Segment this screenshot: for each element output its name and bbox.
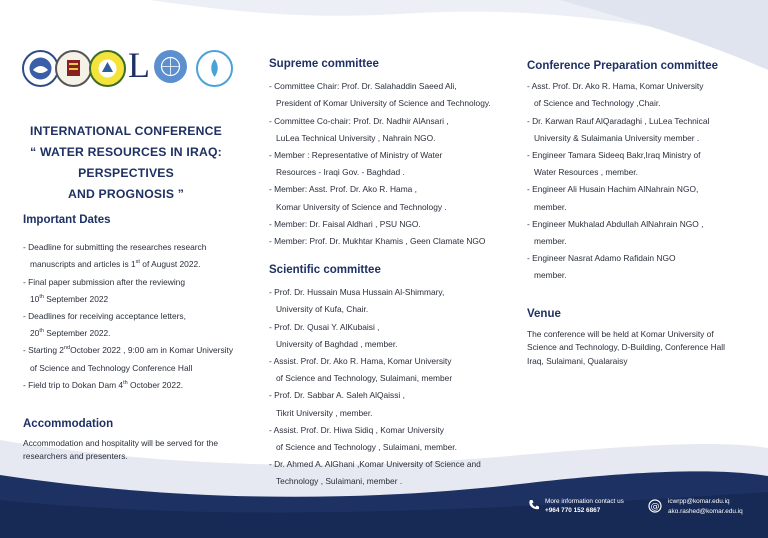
accommodation-heading: Accommodation [23,418,114,430]
committee-line: of Science and Technology ,Chair. [534,98,661,109]
university-seal-logo [22,50,59,87]
committee-line: - Prof. Dr. Qusai Y. AlKubaisi , [269,321,380,332]
email-at-icon [648,499,662,513]
venue-section [527,308,762,368]
water-organization-logo [196,50,233,87]
preparation-committee-heading: Conference Preparation committee [527,60,719,72]
committee-line: - Assist. Prof. Dr. Ako R. Hama, Komar University [269,356,452,367]
committee-line: - Prof. Dr. Sabbar A. Saleh AlQaissi , [269,390,405,401]
committee-line: - Member: Asst. Prof. Dr. Ako R. Hama , [269,184,417,195]
committee-line: Komar University of Science and Technology . [276,201,447,212]
email-contact [648,497,766,519]
committee-line: - Dr. Karwan Rauf AlQaradaghi , LuLea Technical [527,115,710,126]
committee-line: member. [534,270,567,281]
venue-text-line: Science and Technology, D-Building, Conference Hall [527,342,726,352]
ngo-emblem-logo [89,50,126,87]
committee-line: - Member: Prof. Dr. Mukhtar Khamis , Geen Clamate NGO [269,236,486,247]
committee-line: Resources - Iraqi Gov. - Baghdad . [276,167,405,178]
phone-label: More information contact us [545,498,624,505]
title-line-3: AND PROGNOSIS ” [67,187,185,201]
institution-crest-logo [55,50,92,87]
committee-line: member. [534,201,567,212]
conference-title [0,121,252,205]
preparation-committee-section [527,58,762,285]
phone-icon [528,499,540,511]
partner-logos [22,45,236,88]
committee-line: President of Komar University of Science and Technology. [276,98,491,109]
committee-line: - Committee Co-chair: Prof. Dr. Nadhir AlAnsari , [269,115,449,126]
venue-heading: Venue [527,308,561,320]
scientific-committee-heading: Scientific committee [269,264,381,276]
committee-line: LuLea Technical University , Nahrain NGO. [276,132,436,143]
committee-line: University & Sulaimania University member . [534,132,700,143]
committee-line: - Member : Representative of Ministry of Water [269,150,443,161]
committee-line: - Committee Chair: Prof. Dr. Salahaddin Saeed Ali, [269,81,457,92]
date-item: - Final paper submission after the reviewing 10th September 2022 [23,276,185,304]
committee-line: - Engineer Ali Husain Hachim AlNahrain NGO, [527,184,699,195]
committee-line: University of Baghdad , member. [276,338,398,349]
venue-text-line: The conference will be held at Komar University of [527,328,714,339]
committee-line: Technology , Sulaimani, member . [276,476,403,487]
accommodation-text-line: Accommodation and hospitality will be served for the [23,438,219,448]
supreme-committee-section [269,56,519,250]
title-line-1: INTERNATIONAL CONFERENCE [30,124,222,138]
date-item: - Field trip to Dokan Dam 4th October 2022. [23,379,184,390]
committee-line: Water Resources , member. [534,167,638,178]
committee-line: of Science and Technology, Sulaimani, member [276,373,453,384]
title-line-2: “ WATER RESOURCES IN IRAQ: PERSPECTIVES [30,145,222,180]
accommodation-text-line: researchers and presenters. [23,451,128,461]
phone-contact [528,497,648,517]
committee-line: - Engineer Tamara Sideeq Bakr,Iraq Ministry of [527,150,701,161]
important-dates-section [23,212,258,394]
committee-line: - Asst. Prof. Dr. Ako R. Hama, Komar University [527,81,704,92]
supreme-committee-heading: Supreme committee [269,58,379,70]
committee-line: - Dr. Ahmed A. AlGhani ,Komar University of Science and [269,459,481,470]
committee-line: - Member: Dr. Faisal Aldhari , PSU NGO. [269,218,421,229]
email-primary[interactable]: icwrpp@komar.edu.iq [668,498,730,505]
committee-line: - Engineer Nasrat Adamo Rafidain NGO [527,253,676,264]
date-item: - Deadline for submitting the researches research manuscripts and articles is 1st of August 2022. [23,242,207,270]
scientific-committee-section [269,262,519,491]
venue-text-line: Iraq, Sulaimani, Qualaraisy [527,355,628,366]
committee-line: of Science and Technology , Sulaimani, member. [276,442,457,453]
accommodation-section [23,418,258,463]
committee-line: Tikrit University , member. [276,407,373,418]
committee-line: - Assist. Prof. Dr. Hiwa Sidiq , Komar University [269,424,444,435]
date-item: - Starting 2ndOctober 2022 , 9:00 am in Komar University of Science and Technology Conference Hall [23,345,234,373]
phone-number[interactable]: +964 770 152 6867 [545,507,601,514]
committee-line: - Prof. Dr. Hussain Musa Hussain Al-Shimmary, [269,287,445,298]
date-item: - Deadlines for receiving acceptance letters, 20th September 2022. [23,311,186,339]
un-emblem-logo [154,50,187,83]
l-letter-logo: L [128,45,150,85]
important-dates-heading: Important Dates [23,214,111,226]
svg-text:@: @ [650,502,660,512]
committee-line: member. [534,236,567,247]
committee-line: - Engineer Mukhalad Abdullah AlNahrain NGO , [527,218,704,229]
committee-line: University of Kufa, Chair. [276,304,369,315]
email-secondary[interactable]: ako.rashed@komar.edu.iq [668,508,743,515]
